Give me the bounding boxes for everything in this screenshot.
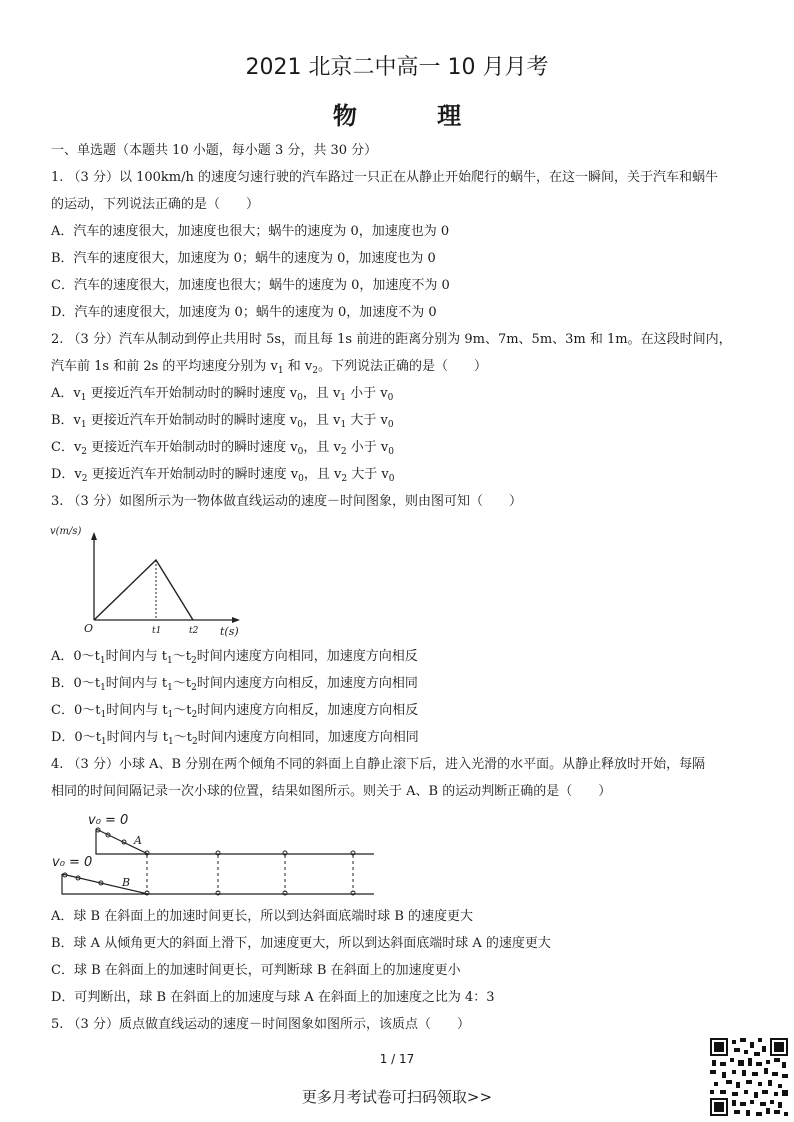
q3-option-d: D．$0\sim t_1$时间内与 $t_1\sim t_2$时间内速度方向相同，加速度方向相同 bbox=[51, 730, 419, 747]
q4-label-b: B bbox=[122, 876, 131, 889]
q1-stem-line1: 1. （3 分）以 100km/h 的速度匀速行驶的汽车路过一只正在从静止开始爬行的蜗牛，在这一瞬间，关于汽车和蜗牛 bbox=[51, 170, 718, 185]
q2-option-a: A．$v_1$ 更接近汽车开始制动时的瞬时速度 $v_0$，且 $v_1$ 小于 $v_0$ bbox=[51, 386, 394, 403]
q3-velocity-time-graph bbox=[44, 520, 254, 640]
subject-title: 物 理 bbox=[332, 102, 498, 130]
q4-option-b: B．球 A 从倾角更大的斜面上滑下，加速度更大，所以到达斜面底端时球 A 的速度更大 bbox=[51, 936, 551, 951]
q3-graph-velocity-line bbox=[94, 560, 193, 620]
q2-stem-line1: 2. （3 分）汽车从制动到停止共用时 5s，而且每 1s 前进的距离分别为 9m、7m、5m、3m 和 1m。在这段时间内， bbox=[51, 332, 732, 347]
page-number: 1 / 17 bbox=[379, 1052, 415, 1066]
q3-graph-t1-label: t1 bbox=[152, 626, 162, 636]
q2-option-d: D．$v_2$ 更接近汽车开始制动时的瞬时速度 $v_0$，且 $v_2$ 大于 $v_0$ bbox=[51, 467, 395, 484]
q3-graph-x-arrow bbox=[232, 617, 240, 623]
q4-option-d: D．可判断出，球 B 在斜面上的加速度与球 A 在斜面上的加速度之比为 4：3 bbox=[51, 990, 495, 1005]
q3-graph-ylabel: v(m/s) bbox=[50, 526, 82, 537]
q4-incline-b bbox=[62, 874, 148, 894]
q4-incline-figure bbox=[48, 808, 378, 903]
q3-option-a: A．$0\sim t_1$时间内与 $t_1\sim t_2$时间内速度方向相同，加速度方向相反 bbox=[51, 649, 418, 666]
q3-graph-y-arrow bbox=[91, 532, 97, 540]
q3-option-b: B．$0\sim t_1$时间内与 $t_1\sim t_2$时间内速度方向相反，加速度方向相同 bbox=[51, 676, 418, 693]
q3-graph-xlabel: t(s) bbox=[220, 625, 239, 638]
q4-option-c: C．球 B 在斜面上的加速时间更长，可判断球 B 在斜面上的加速度更小 bbox=[51, 963, 461, 978]
q4-option-a: A．球 B 在斜面上的加速时间更长，所以到达斜面底端时球 B 的速度更大 bbox=[51, 909, 474, 924]
q3-graph-origin: O bbox=[84, 622, 94, 635]
qr-code-icon[interactable] bbox=[708, 1036, 790, 1118]
section-heading: 一、单选题（本题共 10 小题，每小题 3 分，共 30 分） bbox=[51, 143, 378, 158]
q4-stem-line1: 4. （3 分）小球 A、B 分别在两个倾角不同的斜面上自静止滚下后，进入光滑的水平面。从静止释放时开始，每隔 bbox=[51, 757, 706, 772]
q4-stem-line2: 相同的时间间隔记录一次小球的位置，结果如图所示。则关于 A、B 的运动判断正确的是（ ） bbox=[51, 784, 612, 799]
q4-figure-v0-b: v₀ = 0 bbox=[52, 855, 93, 870]
q2-option-b: B．$v_1$ 更接近汽车开始制动时的瞬时速度 $v_0$，且 $v_1$ 大于 $v_0$ bbox=[51, 413, 394, 430]
exam-title: 2021 北京二中高一 10 月月考 bbox=[245, 55, 549, 80]
q1-option-d: D．汽车的速度很大，加速度为 0；蜗牛的速度为 0，加速度不为 0 bbox=[51, 305, 437, 320]
q1-stem-line2: 的运动，下列说法正确的是（ ） bbox=[51, 197, 260, 212]
q5-stem: 5. （3 分）质点做直线运动的速度－时间图象如图所示，该质点（ ） bbox=[51, 1017, 470, 1032]
q2-option-c: C．$v_2$ 更接近汽车开始制动时的瞬时速度 $v_0$，且 $v_2$ 小于 $v_0$ bbox=[51, 440, 394, 457]
q1-option-b: B．汽车的速度很大，加速度为 0；蜗牛的速度为 0，加速度也为 0 bbox=[51, 251, 436, 266]
footer-promo-text: 更多月考试卷可扫码领取>> bbox=[301, 1088, 493, 1106]
q4-label-a: A bbox=[134, 834, 142, 847]
q3-option-c: C．$0\sim t_1$时间内与 $t_1\sim t_2$时间内速度方向相反，加速度方向相反 bbox=[51, 703, 419, 720]
q1-option-a: A．汽车的速度很大，加速度也很大；蜗牛的速度为 0，加速度也为 0 bbox=[51, 224, 450, 239]
q3-stem: 3. （3 分）如图所示为一物体做直线运动的速度－时间图象，则由图可知（ ） bbox=[51, 494, 522, 509]
q1-option-c: C．汽车的速度很大，加速度也很大；蜗牛的速度为 0，加速度不为 0 bbox=[51, 278, 450, 293]
q3-graph-t2-label: t2 bbox=[189, 626, 199, 636]
q4-figure-v0-a: v₀ = 0 bbox=[88, 813, 129, 828]
q2-stem-line2: 汽车前 1s 和前 2s 的平均速度分别为 $v_1$ 和 $v_2$。下列说法正确的是（ ） bbox=[51, 359, 487, 376]
